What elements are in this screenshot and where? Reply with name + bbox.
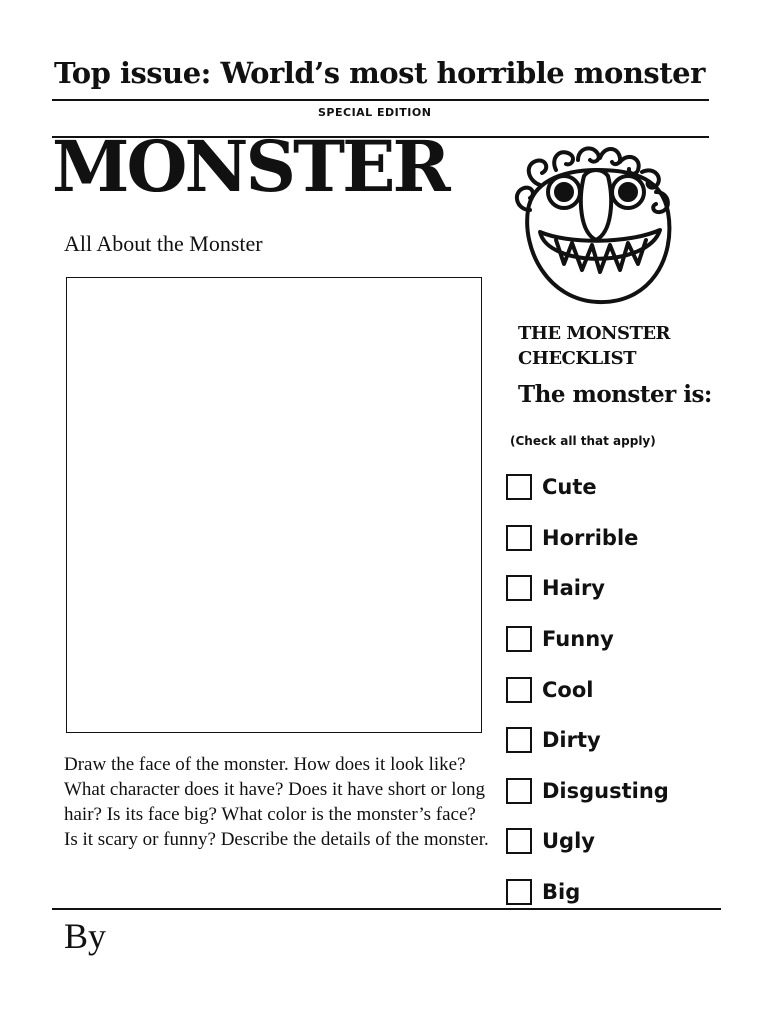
monster-face-icon [508, 140, 684, 310]
checklist-title: THE MONSTER CHECKLIST [518, 323, 671, 369]
checklist-item-hairy[interactable] [506, 563, 669, 614]
masthead-title: MONSTER [52, 125, 448, 208]
checkbox[interactable] [506, 677, 532, 703]
checkbox-label: Hairy [542, 576, 605, 601]
special-edition-label: SPECIAL EDITION [318, 106, 432, 119]
checkbox[interactable] [506, 626, 532, 652]
footer-rule [52, 908, 721, 910]
top-issue-headline: Top issue: World’s most horrible monster [54, 56, 705, 90]
checklist-item-ugly[interactable] [506, 816, 669, 867]
drawing-area[interactable] [66, 277, 482, 733]
checklist-heading: The monster is: [518, 381, 712, 408]
checkbox-label: Big [542, 880, 581, 905]
byline: By [64, 916, 107, 956]
section-subheading: All About the Monster [64, 231, 263, 256]
checkbox[interactable] [506, 778, 532, 804]
checkbox[interactable] [506, 828, 532, 854]
checkbox-label: Horrible [542, 525, 639, 550]
checklist-item-funny[interactable] [506, 614, 669, 665]
checkbox-label: Disgusting [542, 778, 669, 803]
checkbox[interactable] [506, 727, 532, 753]
monster-face-illustration [508, 140, 684, 314]
instructions-text: Draw the face of the monster. How does it look like? What character does it have? Does it have short or long hair? Is its face big? What color is the monster’s face? Is it scary or funny? Describe the details of the monster. [64, 754, 489, 850]
checklist-item-disgusting[interactable] [506, 766, 669, 817]
checkbox-label: Ugly [542, 829, 595, 854]
checkbox-label: Funny [542, 627, 614, 652]
checkbox-label: Cool [542, 677, 594, 702]
checkbox[interactable] [506, 879, 532, 905]
checklist-item-cute[interactable] [506, 462, 669, 513]
checkbox[interactable] [506, 575, 532, 601]
checkbox[interactable] [506, 525, 532, 551]
top-rule [52, 99, 709, 101]
checkbox-label: Dirty [542, 728, 601, 753]
checkbox-label: Cute [542, 475, 597, 500]
checklist [506, 462, 669, 917]
checklist-note: (Check all that apply) [510, 434, 656, 448]
checklist-item-cool[interactable] [506, 664, 669, 715]
checklist-item-dirty[interactable] [506, 715, 669, 766]
checklist-item-horrible[interactable] [506, 513, 669, 564]
checkbox[interactable] [506, 474, 532, 500]
